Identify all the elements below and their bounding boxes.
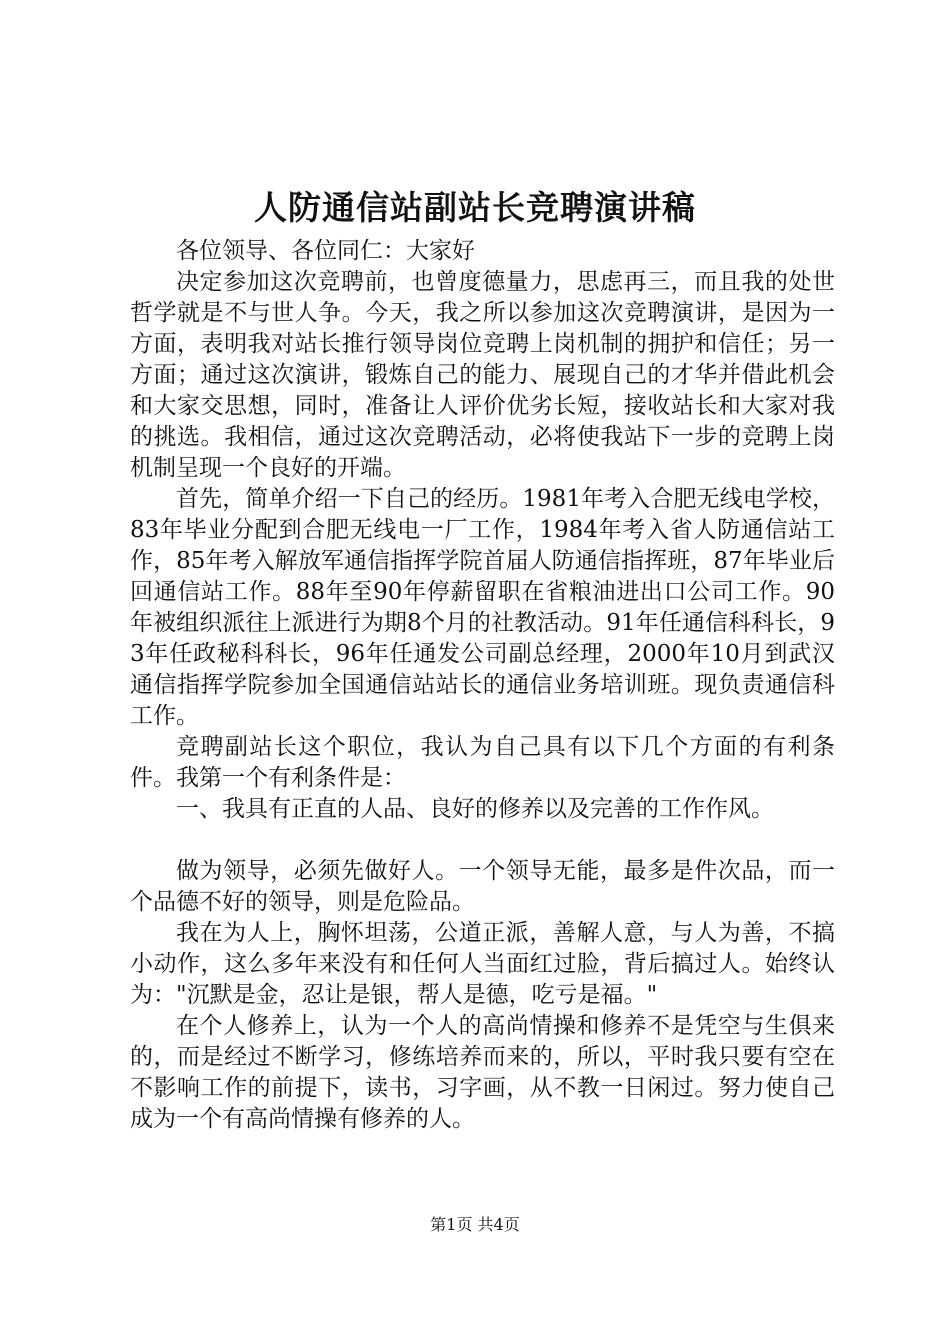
- paragraph-motivation: 决定参加这次竞聘前，也曾度德量力，思虑再三，而且我的处世哲学就是不与世人争。今天，我之所以参加这次竞聘演讲，是因为一方面，表明我对站长推行领导岗位竞聘上岗机制的拥护和信任；另一方面；通过这次演讲，锻炼自己的能力、展现自己的才华并借此机会和大家交思想，同时，准备让人评价优劣长短，接收站长和大家对我的挑选。我相信，通过这次竞聘活动，必将使我站下一步的竞聘上岗机制呈现一个良好的开端。: [130, 269, 835, 481]
- paragraph-leadership: 做为领导，必须先做好人。一个领导无能，最多是件次品，而一个品德不好的领导，则是危险品。: [130, 858, 835, 915]
- blank-line: [130, 825, 835, 856]
- paragraph-first-condition: 一、我具有正直的人品、良好的修养以及完善的工作作风。: [176, 796, 774, 822]
- paragraph-greeting: 各位领导、各位同仁：大家好: [176, 238, 475, 264]
- paragraph-experience: 首先，简单介绍一下自己的经历。1981年考入合肥无线电学校，83年毕业分配到合肥无线电一厂工作，1984年考入省人防通信站工作，85年考入解放军通信指挥学院首届人防通信指挥班，87年毕业后回通信站工作。88年至90年停薪留职在省粮油进出口公司工作。90年被组织派往上派进行为期8个月的社教活动。91年任通信科科长，93年任政秘科科长，96年任通发公司副总经理，2000年10月到武汉通信指挥学院参加全国通信站站长的通信业务培训班。现负责通信科工作。: [130, 486, 835, 729]
- page-number-footer: 第1页 共4页: [430, 1215, 520, 1234]
- document-title: 人防通信站副站长竞聘演讲稿: [254, 188, 696, 227]
- paragraph-self-cultivation: 在个人修养上，认为一个人的高尚情操和修养不是凭空与生俱来的，而是经过不断学习，修练培养而来的，所以，平时我只要有空在不影响工作的前提下，读书，习字画，从不教一日闲过。努力使自己成为一个有高尚情操有修养的人。: [130, 1013, 835, 1132]
- paragraph-character: 我在为人上，胸怀坦荡，公道正派，善解人意，与人为善，不搞小动作，这么多年来没有和任何人当面红过脸，背后搞过人。始终认为："沉默是金，忍让是银，帮人是德，吃亏是福。": [130, 920, 835, 1008]
- paragraph-conditions-intro: 竞聘副站长这个职位，我认为自己具有以下几个方面的有利条件。我第一个有利条件是：: [130, 734, 835, 791]
- document-body: [130, 236, 835, 1135]
